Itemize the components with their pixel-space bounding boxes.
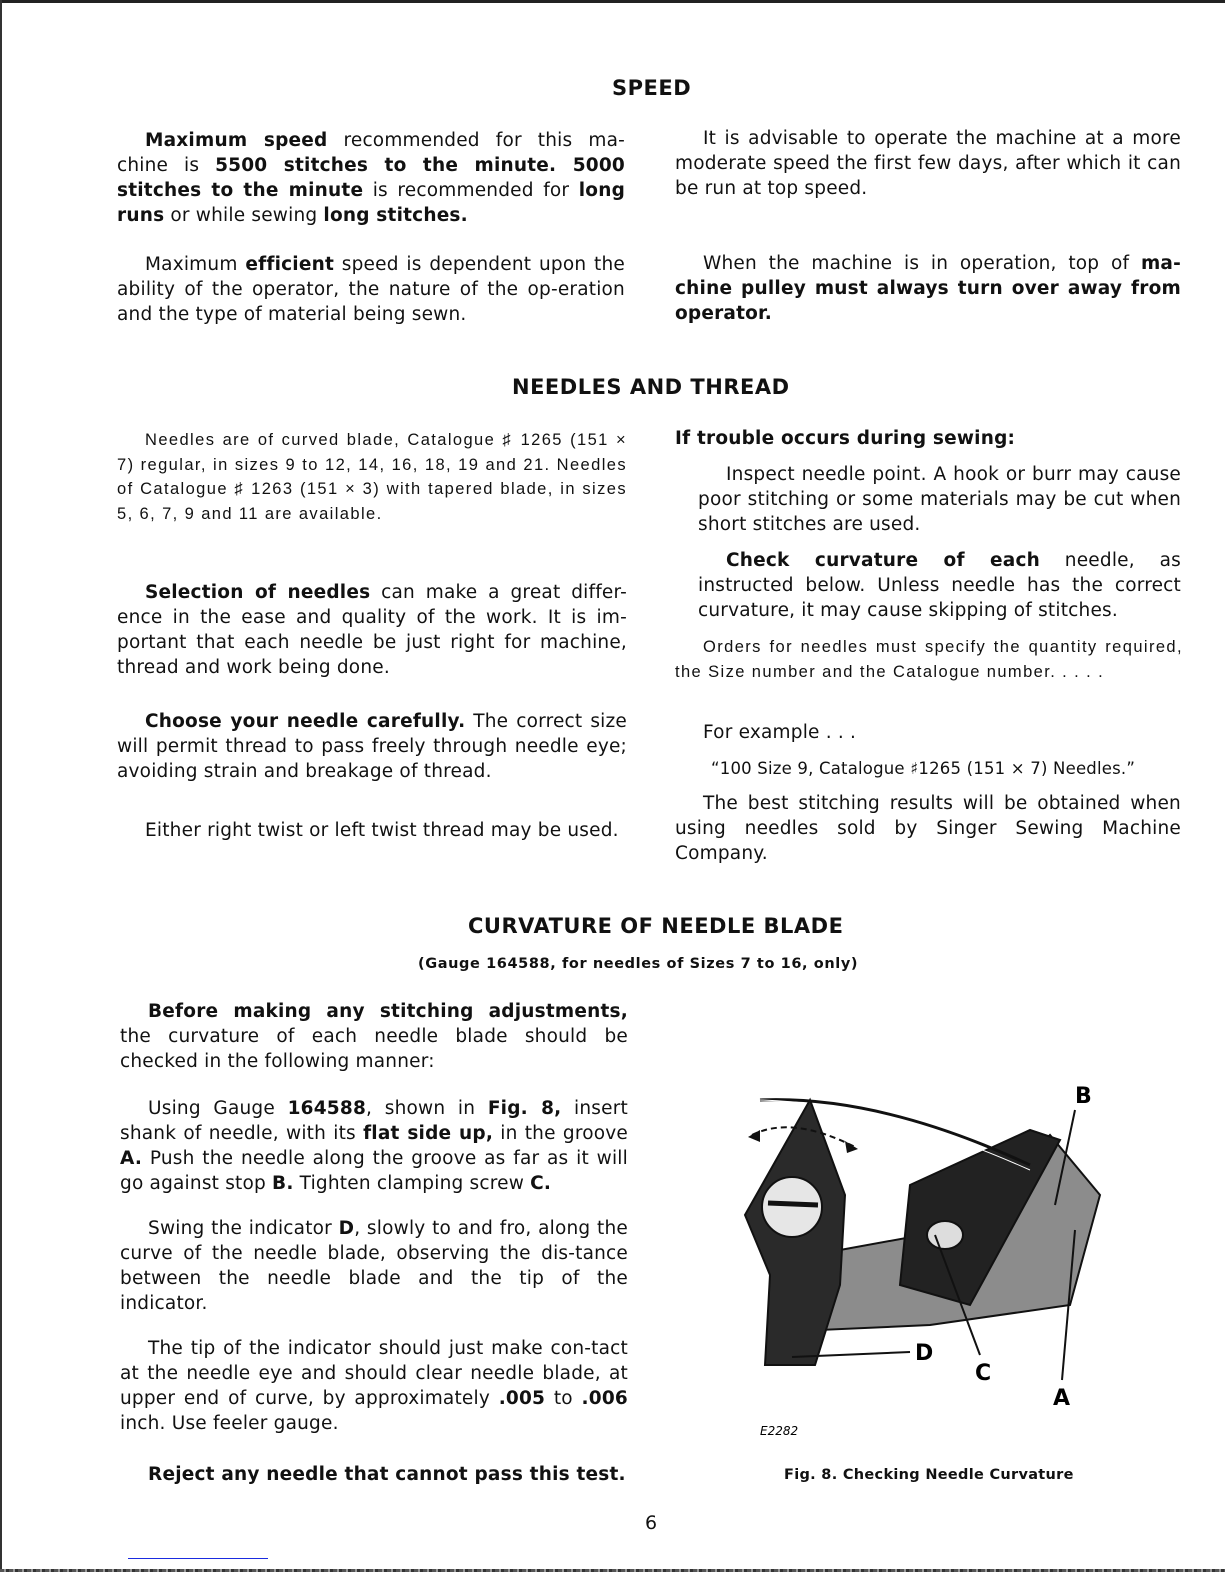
- curvature-para-before: Before making any stitching adjustments, the curvature of each needle blade should be checked in the following manner:: [120, 1001, 628, 1072]
- trouble-heading: If trouble occurs during sewing:: [675, 428, 1016, 449]
- orders-para: Orders for needles must specify the quantity required, the Size number and the Catalogue number. . . . .: [675, 638, 1183, 681]
- label-c: C: [975, 1361, 992, 1386]
- needle-gauge-figure: [730, 1075, 1120, 1445]
- label-a: A: [1053, 1386, 1071, 1411]
- needles-para-catalogue: Needles are of curved blade, Catalogue ♯ 1265 (151 × 7) regular, in sizes 9 to 12, 14, 16, 18, 19 and 21. Needles of Catalogue ♯ 1263 (151 × 3) with tapered blade, in sizes 5, 6, 7, 9 and 11 are available.: [117, 431, 627, 523]
- link-underline[interactable]: [128, 1558, 268, 1559]
- figure-caption: Fig. 8. Checking Needle Curvature: [784, 1467, 1074, 1483]
- curvature-para-reject: Reject any needle that cannot pass this test.: [148, 1464, 626, 1485]
- label-b: B: [1075, 1084, 1092, 1109]
- trouble-check: Check curvature of each needle, as instructed below. Unless needle has the correct curvature, it may cause skipping of stitches.: [698, 550, 1181, 621]
- top-border: [0, 0, 1225, 3]
- speed-para-3: It is advisable to operate the machine at a more moderate speed the first few days, after which it can be run at top speed.: [675, 128, 1181, 199]
- speed-heading: SPEED: [612, 76, 692, 100]
- speed-para-2: Maximum efficient speed is dependent upon the ability of the operator, the nature of the op-eration and the type of material being sewn.: [117, 254, 626, 325]
- figure-code: E2282: [760, 1424, 799, 1438]
- trouble-inspect: Inspect needle point. A hook or burr may cause poor stitching or some materials may be cut when short stitches are used.: [698, 464, 1181, 535]
- label-d: D: [915, 1341, 934, 1366]
- curvature-para-swing: Swing the indicator D, slowly to and fro, along the curve of the needle blade, observing the dis-tance between the needle blade and the tip of the indicator.: [120, 1218, 628, 1314]
- curvature-para-tip: The tip of the indicator should just make con-tact at the needle eye and should clear needle blade, at upper end of curve, by approximately .005 to .006 inch. Use feeler gauge.: [120, 1338, 628, 1434]
- needles-para-choose: Choose your needle carefully. The correct size will permit thread to pass freely through needle eye; avoiding strain and breakage of thread.: [117, 711, 627, 782]
- needles-para-twist: Either right twist or left twist thread may be used.: [145, 820, 619, 841]
- example-order: “100 Size 9, Catalogue ♯1265 (151 × 7) Needles.”: [711, 759, 1136, 778]
- speed-para-4: When the machine is in operation, top of ma-chine pulley must always turn over away from operator.: [675, 253, 1181, 324]
- curvature-para-gauge: Using Gauge 164588, shown in Fig. 8, insert shank of needle, with its flat side up, in the groove A. Push the needle along the groove as far as it will go against stop B. Tighten clamping screw C.: [120, 1098, 628, 1194]
- best-results-para: The best stitching results will be obtained when using needles sold by Singer Sewing Machine Company.: [675, 793, 1181, 864]
- page-number: 6: [645, 1512, 658, 1534]
- needles-para-selection: Selection of needles can make a great differ-ence in the ease and quality of the work. It is im-portant that each needle be just right for machine, thread and work being done.: [117, 582, 627, 678]
- speed-para-1: Maximum speed recommended for this ma-chine is 5500 stitches to the minute. 5000 stitches to the minute is recommended for long runs or while sewing long stitches.: [117, 130, 626, 226]
- curvature-heading: CURVATURE OF NEEDLE BLADE: [468, 914, 844, 938]
- bottom-border: [0, 1569, 1225, 1572]
- curvature-subheading: (Gauge 164588, for needles of Sizes 7 to 16, only): [418, 956, 859, 972]
- left-border: [0, 0, 2, 1570]
- example-label: For example . . .: [703, 722, 857, 743]
- needles-heading: NEEDLES AND THREAD: [512, 375, 790, 399]
